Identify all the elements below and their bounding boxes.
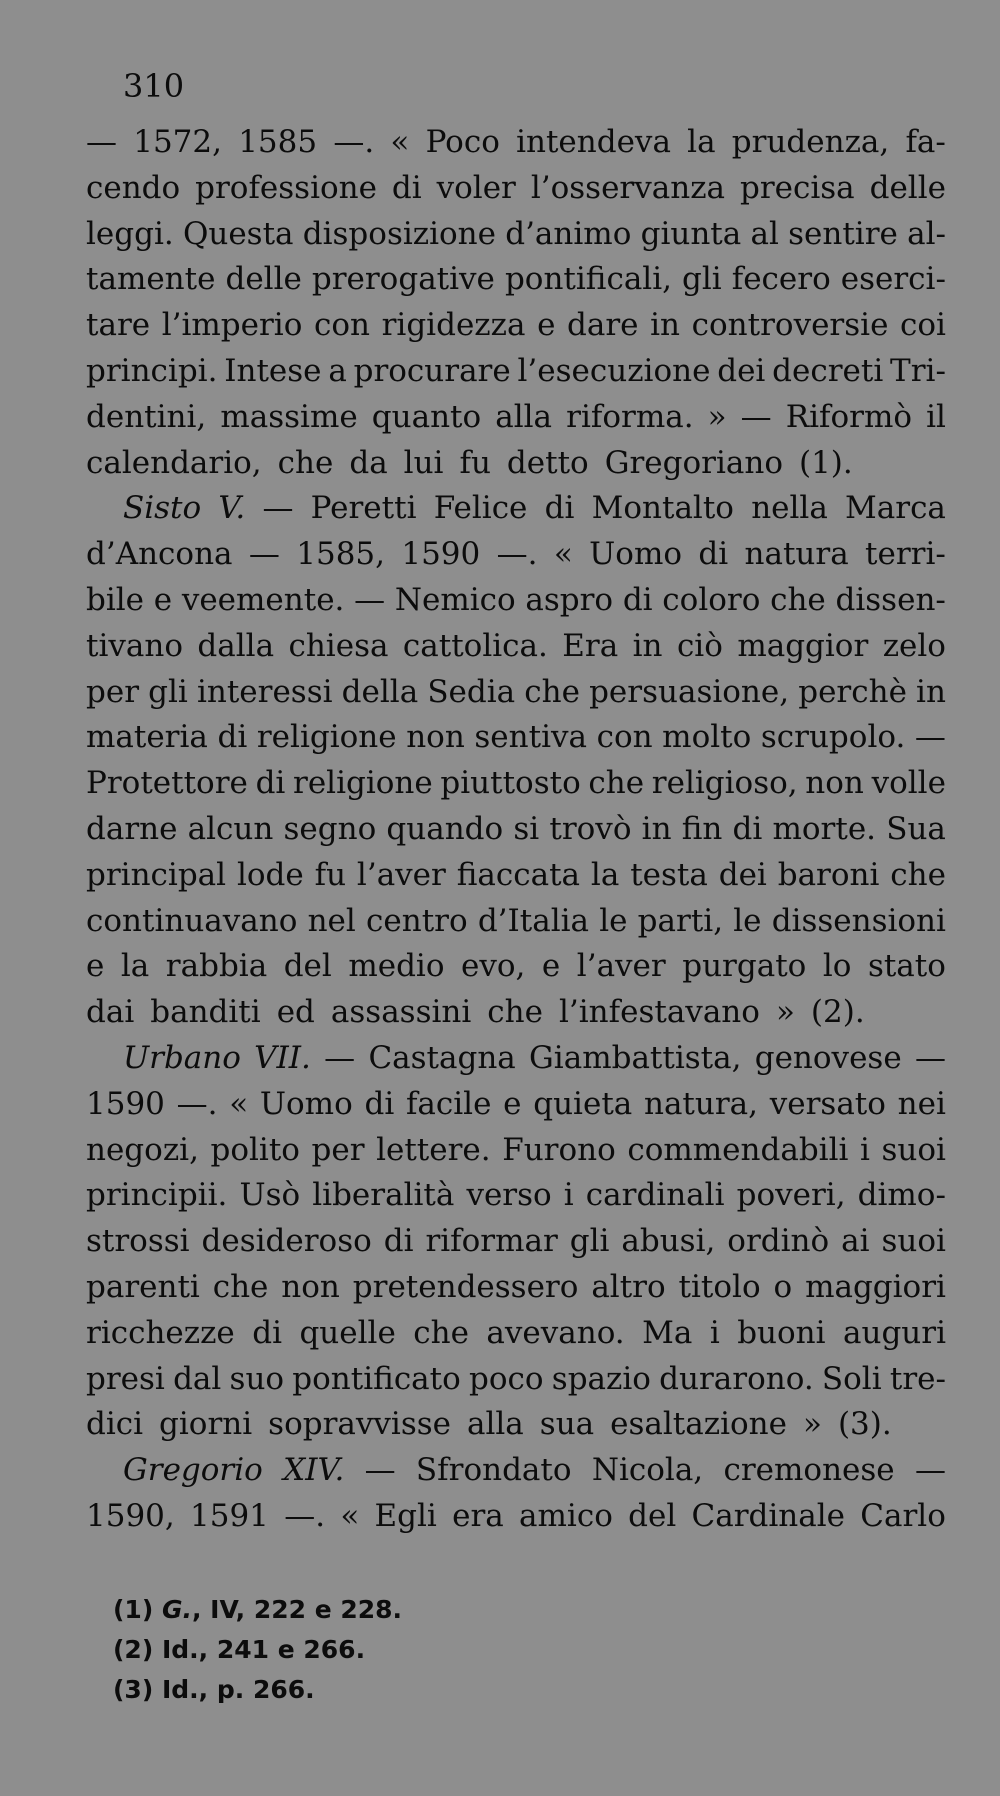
text-line: 1590 —. « Uomo di facile e quieta natura, versato nei: [86, 1085, 946, 1122]
text-line: darne alcun segno quando si trovò in fin di morte. Sua: [86, 810, 946, 847]
footnote-1: (1) G., IV, 222 e 228.: [113, 1595, 403, 1624]
text-line: tare l’imperio con rigidezza e dare in controversie coi: [86, 307, 946, 344]
text-line: principi. Intese a procurare l’esecuzione dei decreti Tri-: [86, 352, 946, 389]
text-line: e la rabbia del medio evo, e l’aver purgato lo stato: [86, 948, 946, 985]
text-line: parenti che non pretendessero altro titolo o maggiori: [86, 1268, 946, 1305]
text-line: cendo professione di voler l’osservanza precisa delle: [86, 169, 946, 206]
text-line: continuavano nel centro d’Italia le parti, le dissensioni: [86, 902, 946, 939]
text-line: tamente delle prerogative pontificali, gli fecero eserci-: [86, 261, 946, 298]
text-line: bile e veemente. — Nemico aspro di coloro che dissen-: [86, 581, 946, 618]
text-line: leggi. Questa disposizione d’animo giunta al sentire al-: [86, 215, 946, 252]
footnote-2: (2) Id., 241 e 266.: [113, 1635, 366, 1664]
text-line: presi dal suo pontificato poco spazio durarono. Soli tre-: [86, 1360, 946, 1397]
text-line: ricchezze di quelle che avevano. Ma i buoni auguri: [86, 1314, 946, 1351]
text-line: Protettore di religione piuttosto che religioso, non volle: [86, 765, 946, 802]
page-number: 310: [123, 67, 185, 105]
text-line: 1590, 1591 —. « Egli era amico del Cardinale Carlo: [86, 1497, 946, 1534]
text-line: tivano dalla chiesa cattolica. Era in ciò maggior zelo: [86, 627, 946, 664]
text-line: Urbano VII. — Castagna Giambattista, genovese —: [123, 1039, 946, 1076]
text-line: per gli interessi della Sedia che persuasione, perchè in: [86, 673, 946, 710]
text-line: d’Ancona — 1585, 1590 —. « Uomo di natura terri-: [86, 536, 946, 573]
text-line: negozi, polito per lettere. Furono commendabili i suoi: [86, 1131, 946, 1168]
text-line: dentini, massime quanto alla riforma. » — Riformò il: [86, 398, 946, 435]
text-line: strossi desideroso di riformar gli abusi, ordinò ai suoi: [86, 1223, 946, 1260]
body-text: [86, 120, 946, 1540]
text-line: — 1572, 1585 —. « Poco intendeva la prudenza, fa-: [86, 124, 946, 160]
text-line: principii. Usò liberalità verso i cardinali poveri, dimo-: [86, 1177, 946, 1214]
text-line: dici giorni sopravvisse alla sua esaltazione » (3).: [86, 1406, 892, 1443]
text-line: principal lode fu l’aver fiaccata la testa dei baroni che: [86, 856, 946, 893]
text-line: Gregorio XIV. — Sfrondato Nicola, cremonese —: [123, 1452, 946, 1489]
text-line: calendario, che da lui fu detto Gregoriano (1).: [86, 444, 853, 481]
text-line: Sisto V. — Peretti Felice di Montalto nella Marca: [123, 490, 946, 527]
text-line: dai banditi ed assassini che l’infestavano » (2).: [86, 994, 865, 1031]
footnotes: [113, 1590, 402, 1710]
footnote-3: (3) Id., p. 266.: [113, 1675, 315, 1704]
text-line: materia di religione non sentiva con molto scrupolo. —: [86, 719, 946, 756]
